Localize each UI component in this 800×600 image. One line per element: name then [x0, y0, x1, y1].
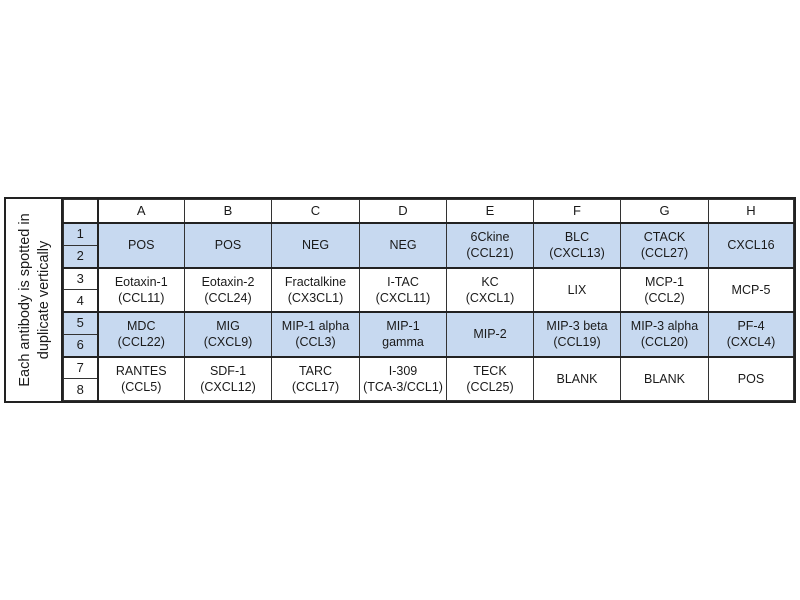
- antibody-label: (CCL20): [640, 335, 689, 350]
- antibody-label: Eotaxin-2: [201, 274, 255, 289]
- antibody-cell-d3-4: [360, 268, 447, 313]
- antibody-label: 6Ckine: [470, 230, 510, 245]
- antibody-cell-e1-2: [447, 223, 534, 268]
- side-label: [16, 200, 54, 400]
- antibody-label: (CXCL13): [549, 246, 605, 261]
- antibody-label: BLANK: [644, 371, 685, 386]
- array-row-1: [64, 223, 794, 245]
- column-header-row: [64, 200, 794, 224]
- antibody-label: I-309: [388, 363, 418, 378]
- antibody-cell-c3-4: [272, 268, 360, 313]
- antibody-cell-h5-6: [709, 312, 794, 357]
- antibody-label: gamma: [382, 335, 424, 350]
- antibody-label: (CXCL4): [726, 335, 776, 350]
- antibody-cell-a1-2: [98, 223, 185, 268]
- antibody-label: MIP-3 alpha: [630, 319, 699, 334]
- antibody-cell-f5-6: [534, 312, 621, 357]
- antibody-cell-f1-2: [534, 223, 621, 268]
- row-number-8: 8: [64, 379, 98, 401]
- antibody-label: (CCL24): [204, 290, 252, 305]
- antibody-label: (CCL17): [291, 379, 340, 394]
- array-row-7: [64, 357, 794, 379]
- column-header-e: E: [447, 200, 534, 224]
- antibody-label: TECK: [473, 363, 507, 378]
- antibody-cell-f7-8: [534, 357, 621, 401]
- column-header-b: B: [185, 200, 272, 224]
- antibody-label: POS: [214, 238, 242, 253]
- antibody-cell-h1-2: [709, 223, 794, 268]
- antibody-label: (CCL27): [640, 246, 689, 261]
- antibody-label: MCP-5: [731, 282, 771, 297]
- row-number-6: 6: [64, 334, 98, 356]
- antibody-cell-c7-8: [272, 357, 360, 401]
- side-label-line-2: duplicate vertically: [36, 240, 52, 360]
- row-number-2: 2: [64, 245, 98, 267]
- side-label-line-1: Each antibody is spotted in: [17, 213, 33, 387]
- antibody-label: (CCL25): [466, 379, 514, 394]
- antibody-cell-b3-4: [185, 268, 272, 313]
- antibody-label: (CCL19): [553, 335, 601, 350]
- antibody-label: NEG: [301, 238, 330, 253]
- antibody-label: (TCA-3/CCL1): [363, 379, 443, 394]
- antibody-label: LIX: [567, 282, 587, 297]
- antibody-label: (CXCL11): [375, 290, 431, 305]
- antibody-cell-c5-6: [272, 312, 360, 357]
- antibody-label: (CXCL1): [465, 290, 515, 305]
- antibody-label: Eotaxin-1: [114, 274, 168, 289]
- column-header-g: G: [621, 200, 709, 224]
- antibody-label: CTACK: [643, 230, 686, 245]
- antibody-label: Fractalkine: [284, 274, 347, 289]
- antibody-label: I-TAC: [387, 274, 419, 289]
- array-row-5: [64, 312, 794, 334]
- antibody-label: (CCL2): [644, 290, 685, 305]
- antibody-label: MIP-1: [386, 319, 420, 334]
- antibody-label: MIP-3 beta: [546, 319, 608, 334]
- column-header-c: C: [272, 200, 360, 224]
- antibody-label: CXCL16: [727, 238, 775, 253]
- antibody-cell-f3-4: [534, 268, 621, 313]
- antibody-cell-c1-2: [272, 223, 360, 268]
- row-number-7: 7: [64, 357, 98, 379]
- antibody-cell-b5-6: [185, 312, 272, 357]
- column-header-d: D: [360, 200, 447, 224]
- antibody-cell-d1-2: [360, 223, 447, 268]
- corner-cell: [64, 200, 98, 224]
- antibody-cell-h7-8: [709, 357, 794, 401]
- antibody-cell-a5-6: [98, 312, 185, 357]
- row-number-4: 4: [64, 290, 98, 312]
- antibody-label: MCP-1: [645, 274, 684, 289]
- antibody-cell-d5-6: [360, 312, 447, 357]
- antibody-label: PF-4: [737, 319, 765, 334]
- antibody-label: MIP-2: [473, 327, 507, 342]
- antibody-label: SDF-1: [209, 363, 247, 378]
- antibody-label: MIP-1 alpha: [281, 319, 350, 334]
- antibody-cell-b1-2: [185, 223, 272, 268]
- antibody-cell-e7-8: [447, 357, 534, 401]
- row-number-3: 3: [64, 268, 98, 290]
- antibody-label: (CCL21): [466, 246, 514, 261]
- antibody-label: POS: [128, 238, 155, 253]
- antibody-label: MIG: [216, 319, 240, 334]
- antibody-label: (CCL22): [117, 335, 165, 350]
- side-label-cell: [6, 199, 63, 401]
- antibody-array-map: [4, 197, 796, 403]
- antibody-cell-g7-8: [621, 357, 709, 401]
- antibody-cell-e3-4: [447, 268, 534, 313]
- antibody-cell-d7-8: [360, 357, 447, 401]
- antibody-label: (CCL3): [295, 335, 336, 350]
- antibody-cell-a7-8: [98, 357, 185, 401]
- array-row-3: [64, 268, 794, 290]
- antibody-label: (CX3CL1): [287, 290, 344, 305]
- antibody-label: MDC: [127, 319, 156, 334]
- antibody-label: TARC: [298, 363, 333, 378]
- antibody-cell-b7-8: [185, 357, 272, 401]
- array-grid: [63, 199, 794, 401]
- antibody-label: (CXCL12): [200, 379, 256, 394]
- antibody-cell-a3-4: [98, 268, 185, 313]
- antibody-cell-g3-4: [621, 268, 709, 313]
- antibody-label: (CXCL9): [203, 335, 253, 350]
- antibody-cell-e5-6: [447, 312, 534, 357]
- antibody-label: KC: [481, 274, 499, 289]
- antibody-label: POS: [737, 371, 765, 386]
- antibody-label: (CCL5): [121, 379, 162, 394]
- antibody-cell-g5-6: [621, 312, 709, 357]
- antibody-label: BLC: [564, 230, 590, 245]
- antibody-label: (CCL11): [118, 290, 165, 305]
- antibody-label: RANTES: [115, 363, 167, 378]
- antibody-cell-g1-2: [621, 223, 709, 268]
- antibody-label: NEG: [389, 238, 417, 253]
- row-number-5: 5: [64, 312, 98, 334]
- column-header-a: A: [98, 200, 185, 224]
- antibody-cell-h3-4: [709, 268, 794, 313]
- column-header-h: H: [709, 200, 794, 224]
- antibody-label: BLANK: [556, 371, 598, 386]
- row-number-1: 1: [64, 223, 98, 245]
- column-header-f: F: [534, 200, 621, 224]
